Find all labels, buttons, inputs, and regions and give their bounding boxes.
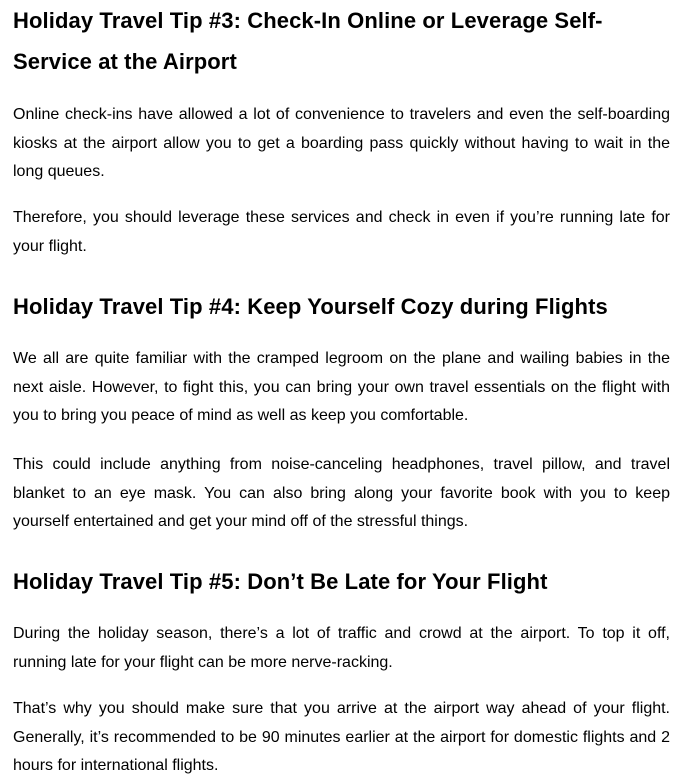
paragraph-tip-5-arrive-early: That’s why you should make sure that you arrive at the airport way ahead of your flight. Generally, it’s recommended to be 90 minutes earlier at the airport for domestic flights and 2 hours for international flights.: [13, 700, 670, 774]
paragraph-tip-4-cramped-legroom: We all are quite familiar with the cramped legroom on the plane and wailing babies in the next aisle. However, to fight this, you can bring your own travel essentials on the flight with you to bring you peace of mind as well as keep you comfortable.: [13, 350, 670, 424]
paragraph-tip-3-online-checkin: Online check-ins have allowed a lot of convenience to travelers and even the self-boarding kiosks at the airport allow you to get a boarding pass quickly without having to wait in the long queues.: [13, 106, 670, 180]
paragraph-tip-3-leverage-services: Therefore, you should leverage these services and check in even if you’re running late for your flight.: [13, 209, 670, 255]
section-heading-tip-3: Holiday Travel Tip #3: Check-In Online or Leverage Self-Service at the Airport: [13, 8, 603, 74]
section-heading-tip-5: Holiday Travel Tip #5: Don’t Be Late for Your Flight: [13, 569, 548, 594]
paragraph-tip-4-essentials: This could include anything from noise-canceling headphones, travel pillow, and travel blanket to an eye mask. You can also bring along your favorite book with you to keep yourself entertained and get your mind off of the stressful things.: [13, 456, 670, 530]
paragraph-tip-5-holiday-traffic: During the holiday season, there’s a lot of traffic and crowd at the airport. To top it off, running late for your flight can be more nerve-racking.: [13, 625, 670, 671]
section-heading-tip-4: Holiday Travel Tip #4: Keep Yourself Cozy during Flights: [13, 294, 608, 319]
